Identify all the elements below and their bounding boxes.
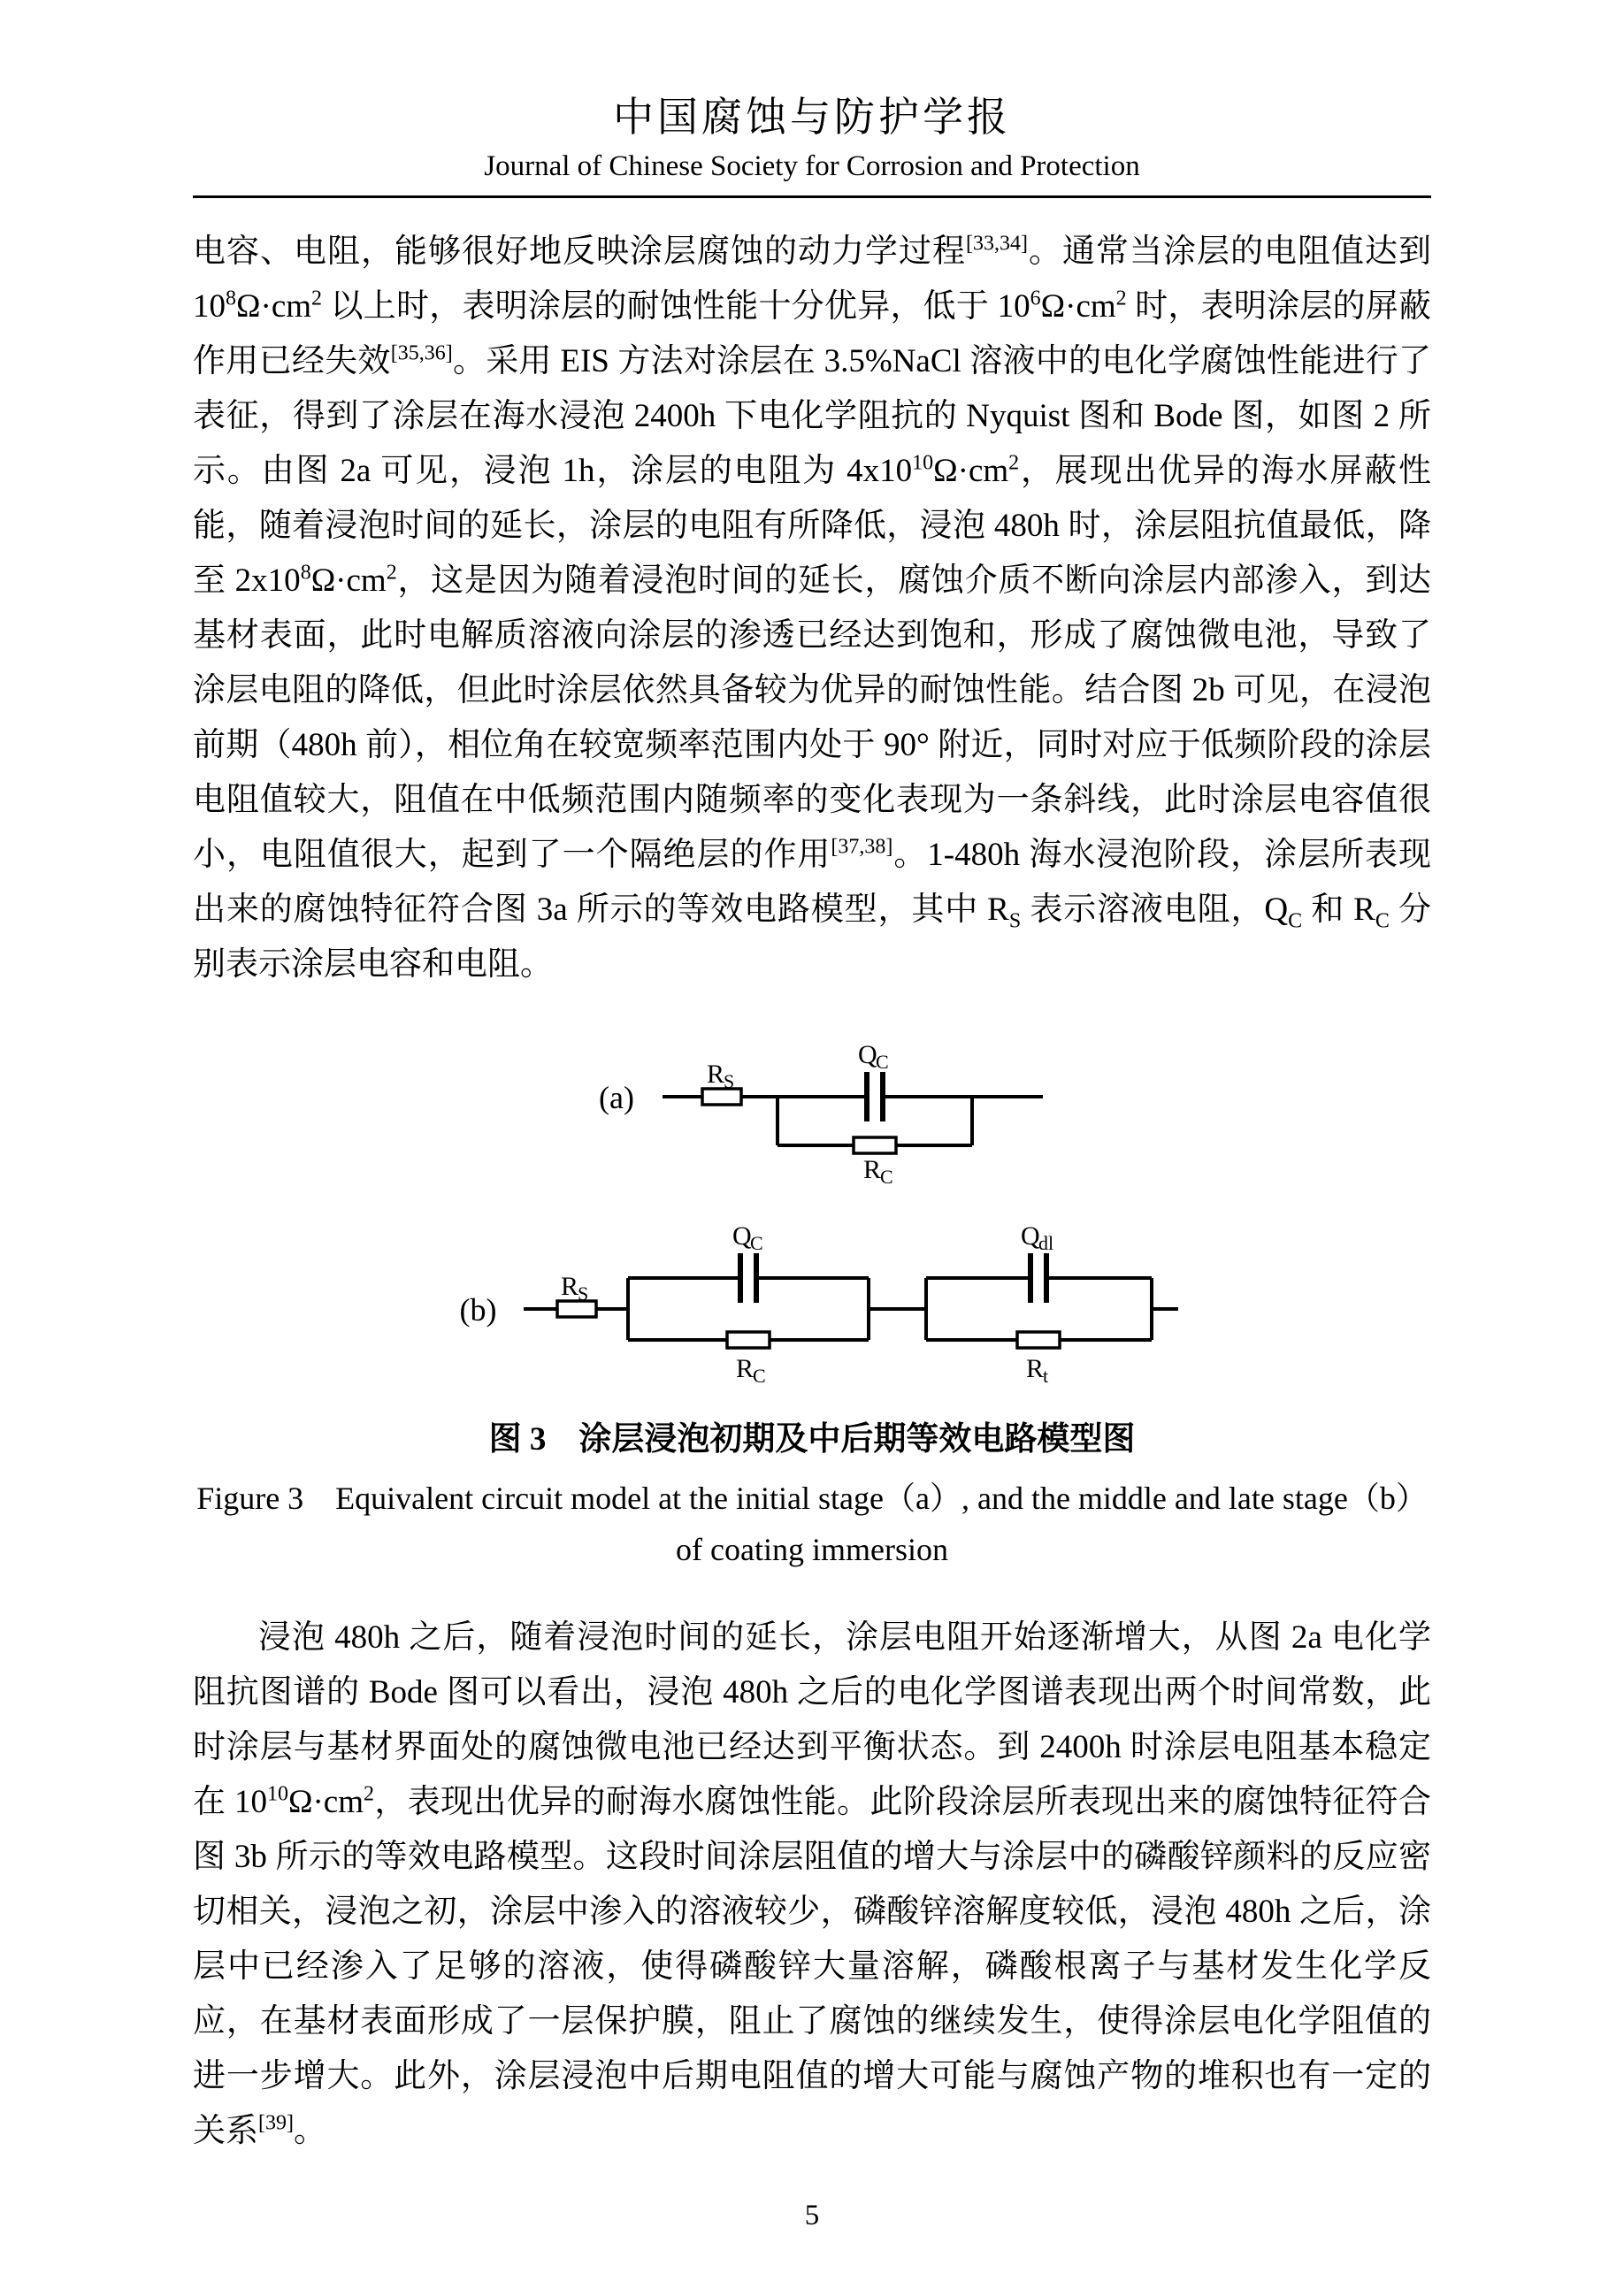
circuit-a-diagram xyxy=(663,1044,1043,1190)
journal-title-en: Journal of Chinese Society for Corrosion and Protection xyxy=(484,150,1140,182)
page-number: 5 xyxy=(804,2200,820,2231)
body-paragraph-2: 浸泡 480h 之后，随着浸泡时间的延长，涂层电阻开始逐渐增大，从图 2a 电化学阻抗图谱的 Bode 图可以看出，浸泡 480h 之后的电化学图谱表现出两个时间常数，此时涂层与基材界面处的腐蚀微电池已经达到平衡状态。到 2400h 时涂层电阻基本稳定在 $10^{10}\Omega\cdot cm^2$，表现出优异的耐海水腐蚀性能。此阶段涂层所表现出来的腐蚀特征符合图 3b 所示的等效电路模型。这段时间涂层阻值的增大与涂层中的磷酸锌颜料的反应密切相关，浸泡之初，涂层中渗入的溶液较少，磷酸锌溶解度较低，浸泡 480h 之后，涂层中已经渗入了足够的溶液，使得磷酸锌大量溶解，磷酸根离子与基材发生化学反应，在基材表面形成了一层保护膜，阻止了腐蚀的继续发生，使得涂层电化学阻值的进一步增大。此外，涂层浸泡中后期电阻值的增大可能与腐蚀产物的堆积也有一定的关系[39]。 xyxy=(193,1619,1432,2149)
capacitor-qc-b xyxy=(732,1225,763,1303)
rs-b-label-sub: S xyxy=(577,1282,588,1305)
rc-label-sub: C xyxy=(880,1166,893,1188)
figure-caption xyxy=(193,1416,1431,1575)
capacitor-qdl xyxy=(1021,1225,1053,1303)
qc-label-sub: C xyxy=(876,1051,889,1073)
circuit-b-wires xyxy=(524,1278,1178,1340)
circuit-row-a xyxy=(211,1044,1431,1190)
qc-label-main: Q xyxy=(858,1044,877,1069)
resistor-rs-b xyxy=(557,1272,596,1317)
header-rule xyxy=(193,195,1431,198)
resistor-rc-b xyxy=(727,1332,770,1387)
qc-b-label-sub: C xyxy=(749,1232,763,1254)
figure-caption-en-line1: Figure 3 Equivalent circuit model at the initial stage（a）, and the middle and late stage（b） xyxy=(196,1481,1428,1516)
rc-label-main: R xyxy=(863,1155,882,1184)
figure-3 xyxy=(193,1044,1431,1575)
rc-b-label-main: R xyxy=(735,1354,754,1383)
qdl-label-main: Q xyxy=(1020,1225,1040,1251)
rc-b-label-sub: C xyxy=(752,1365,766,1387)
journal-title-zh: 中国腐蚀与防护学报 xyxy=(613,95,1011,140)
rt-label-sub: t xyxy=(1042,1365,1048,1387)
circuit-row-b xyxy=(206,1225,1431,1393)
figure-caption-en xyxy=(193,1473,1431,1575)
capacitor-qc xyxy=(858,1044,889,1121)
panel-b-label: (b) xyxy=(459,1292,497,1328)
rs-label-main: R xyxy=(707,1060,725,1089)
rt-label-main: R xyxy=(1025,1354,1044,1383)
page-content xyxy=(193,0,1431,2159)
panel-a-label: (a) xyxy=(599,1080,634,1115)
journal-header xyxy=(193,85,1431,198)
rs-b-label-main: R xyxy=(560,1272,578,1301)
figure-caption-zh: 图 3 涂层浸泡初期及中后期等效电路模型图 xyxy=(488,1421,1136,1458)
qdl-label-sub: dl xyxy=(1038,1232,1053,1254)
circuit-b-diagram xyxy=(524,1225,1178,1393)
figure-caption-en-line2: of coating immersion xyxy=(676,1532,948,1567)
resistor-rc xyxy=(854,1137,896,1188)
resistor-rt xyxy=(1017,1332,1060,1387)
body-paragraph-1: 电容、电阻，能够很好地反映涂层腐蚀的动力学过程[33,34]。通常当涂层的电阻值达到 $10^8\Omega\cdot cm^2$ 以上时，表明涂层的耐蚀性能十分优异，低于 $10^6\Omega\cdot cm^2$ 时，表明涂层的屏蔽作用已经失效[35,36]。采用 EIS 方法对涂层在 3.5%NaCl 溶液中的电化学腐蚀性能进行了表征，得到了涂层在海水浸泡 2400h 下电化学阻抗的 Nyquist 图和 Bode 图，如图 2 所示。由图 2a 可见，浸泡 1h，涂层的电阻为 $4x10^{10}\Omega\cdot cm^2$，展现出优异的海水屏蔽性能，随着浸泡时间的延长，涂层的电阻有所降低，浸泡 480h 时，涂层阻抗值最低，降至 $2x10^8\Omega\cdot cm^2$，这是因为随着浸泡时间的延长，腐蚀介质不断向涂层内部渗入，到达基材表面，此时电解质溶液向涂层的渗透已经达到饱和，形成了腐蚀微电池，导致了涂层电阻的降低，但此时涂层依然具备较为优异的耐蚀性能。结合图 2b 可见，在浸泡前期（480h 前），相位角在较宽频率范围内处于 90° 附近，同时对应于低频阶段的涂层电阻值较大，阻值在中低频范围内随频率的变化表现为一条斜线，此时涂层电容值很小，电阻值很大，起到了一个隔绝层的作用[37,38]。1-480h 海水浸泡阶段，涂层所表现出来的腐蚀特征符合图 3a 所示的等效电路模型，其中 $R_S$ 表示溶液电阻，$Q_C$ 和 $R_C$ 分别表示涂层电容和电阻。 xyxy=(193,232,1432,983)
resistor-rs xyxy=(702,1060,741,1105)
qc-b-label-main: Q xyxy=(732,1225,752,1251)
rs-label-sub: S xyxy=(724,1070,735,1092)
